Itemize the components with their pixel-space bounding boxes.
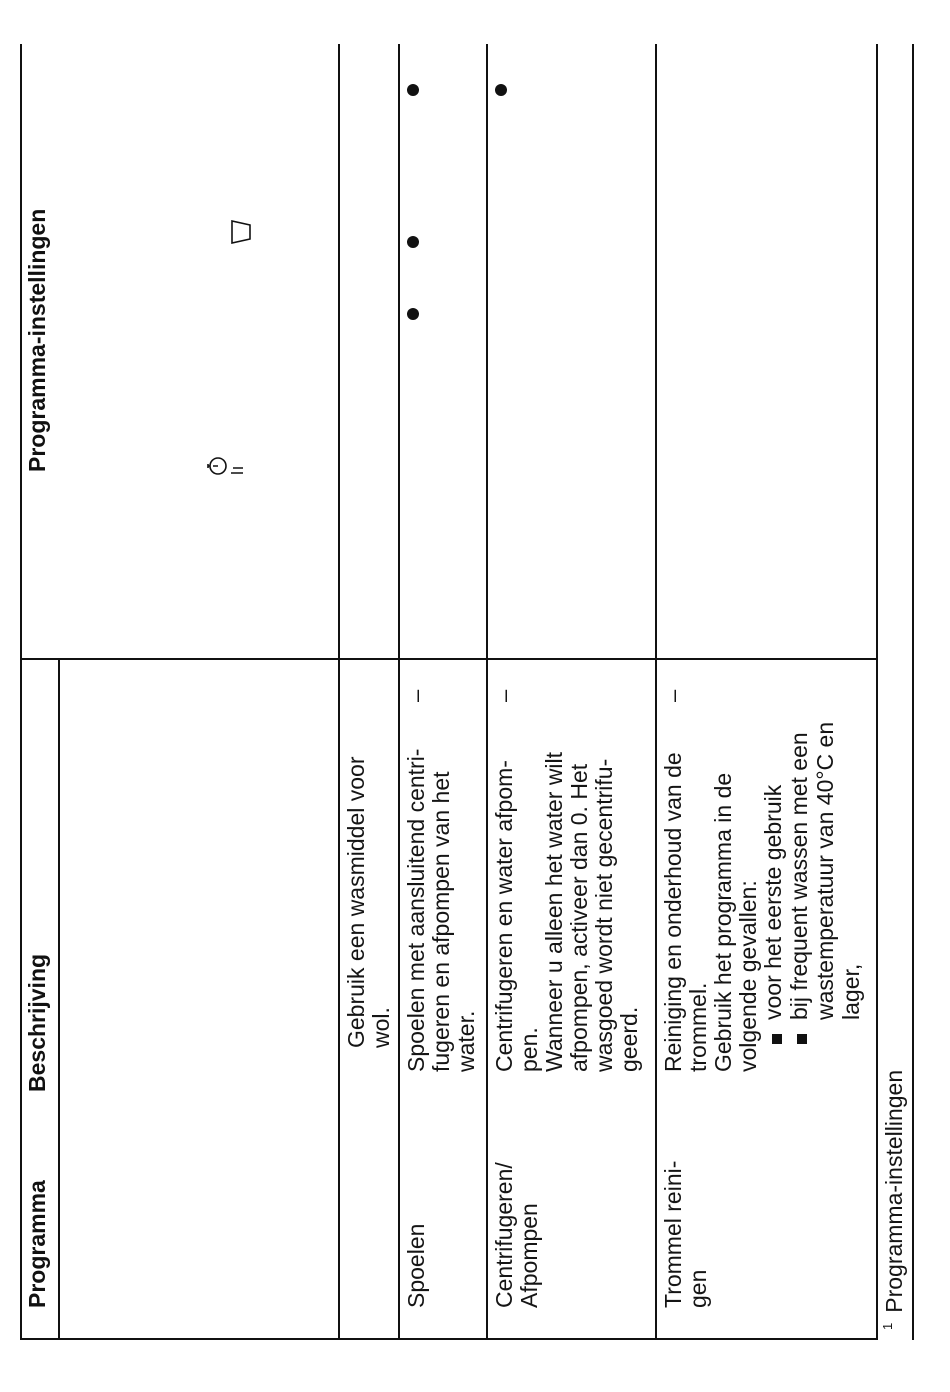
row-4-dash: – bbox=[661, 689, 686, 702]
left-border bbox=[20, 1339, 876, 1341]
header-beschrijving: Beschrijving bbox=[24, 953, 50, 1092]
quick-timer-lines-icon bbox=[229, 456, 245, 476]
row-rule-1 bbox=[338, 44, 340, 1340]
row-rule-4 bbox=[655, 44, 657, 1340]
row-4-bullet-1: voor het eerste gebruik bbox=[760, 784, 786, 1020]
row-4-bullet-1-marker bbox=[772, 1034, 782, 1044]
table-top-rule bbox=[20, 44, 22, 1340]
row-3-program: Centrifugeren/ Afpompen bbox=[491, 1162, 542, 1308]
row-rule-2 bbox=[398, 44, 400, 1340]
footnote-marker: 1 bbox=[880, 1322, 895, 1330]
row-2-program: Spoelen bbox=[403, 1223, 429, 1308]
rinse-basin-icon bbox=[228, 218, 254, 246]
row-4-description: Reiniging en onderhoud van de trommel. Gebruik het programma in de volgende gevallen: bbox=[660, 752, 761, 1072]
row-2-dash: – bbox=[404, 689, 429, 702]
row-1-description: Gebruik een wasmiddel voor wol. bbox=[343, 756, 394, 1048]
row-3-dash: – bbox=[492, 689, 517, 702]
footnote-text: Programma-instellingen bbox=[881, 1069, 907, 1313]
header-programma: Programma bbox=[24, 1180, 50, 1308]
row-4-program: Trommel reini- gen bbox=[660, 1160, 711, 1308]
quick-timer-icon bbox=[205, 454, 229, 478]
row-rule-3 bbox=[486, 44, 488, 1340]
row-3-setting-dot bbox=[495, 84, 507, 96]
header-settings: Programma-instellingen bbox=[24, 208, 50, 472]
row-2-description: Spoelen met aansluitend centri- fugeren en afpompen van het water. bbox=[403, 748, 479, 1072]
footnote-bottom-rule bbox=[912, 44, 914, 1340]
row-3-description: Centrifugeren en water afpom- pen. Wanneer u alleen het water wilt afpompen, activeer dan 0. Het wasgoed wordt niet gecentrifu- geerd. bbox=[491, 751, 642, 1072]
row-2-setting-dot-2 bbox=[407, 236, 419, 248]
footnote bbox=[880, 1070, 908, 1330]
row-4-bullet-2-marker bbox=[797, 1034, 807, 1044]
row-4-bullet-2: bij frequent wassen met een wastemperatuur van 40°C en lager, bbox=[786, 721, 864, 1020]
header-rule-left bbox=[58, 660, 60, 1340]
table-bottom-rule bbox=[876, 44, 878, 1340]
row-2-setting-dot-1 bbox=[407, 308, 419, 320]
row-2-setting-dot-3 bbox=[407, 84, 419, 96]
settings-column-divider bbox=[20, 659, 876, 661]
